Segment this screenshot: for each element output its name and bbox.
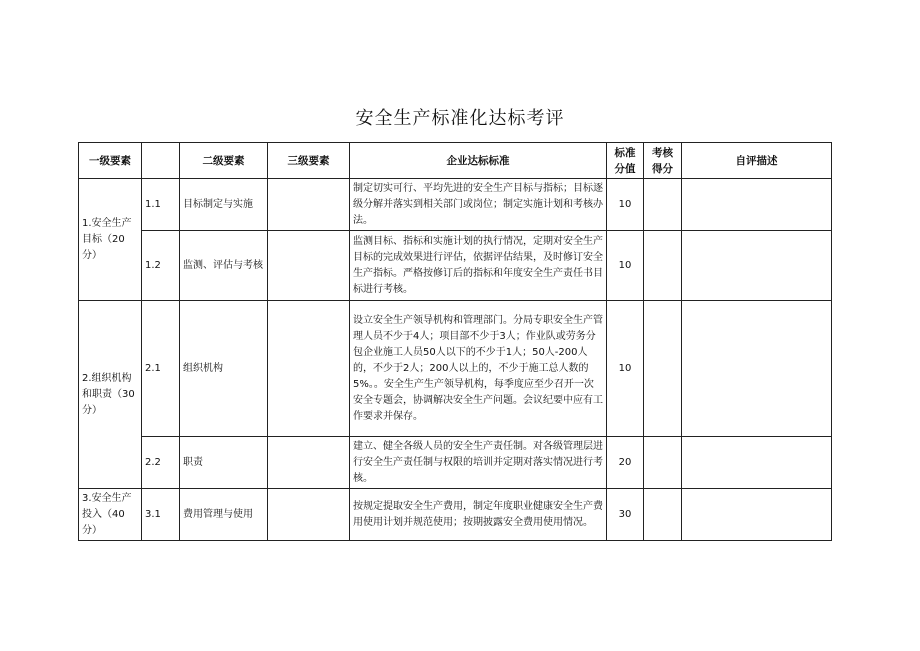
level2-cell: 职责 [180,437,268,489]
row-number: 1.2 [142,231,180,301]
criteria-cell: 监测目标、指标和实施计划的执行情况，定期对安全生产目标的完成效果进行评估，依据评估结果，及时修订安全生产指标。严格按修订后的指标和年度安全生产责任书目标进行考核。 [350,231,607,301]
row-number: 2.1 [142,301,180,437]
standard-score-cell: 10 [607,301,644,437]
header-exam-score: 考核得分 [644,143,682,179]
row-number: 1.1 [142,179,180,231]
header-num [142,143,180,179]
standard-score-cell: 10 [607,231,644,301]
exam-score-cell [644,231,682,301]
self-eval-cell [682,231,832,301]
header-criteria: 企业达标标准 [350,143,607,179]
level2-cell: 费用管理与使用 [180,489,268,541]
standard-score-cell: 30 [607,489,644,541]
header-standard-score: 标准分值 [607,143,644,179]
level1-cell: 1.安全生产目标（20分） [79,179,142,301]
row-number: 2.2 [142,437,180,489]
exam-score-cell [644,489,682,541]
table-row [79,489,832,541]
level3-cell [268,179,350,231]
standard-score-cell: 20 [607,437,644,489]
self-eval-cell [682,489,832,541]
header-level1: 一级要素 [79,143,142,179]
header-row [79,143,832,179]
header-level2: 二级要素 [180,143,268,179]
level2-cell: 组织机构 [180,301,268,437]
table-row [79,179,832,231]
level2-cell: 目标制定与实施 [180,179,268,231]
level1-cell: 3.安全生产投入（40分） [79,489,142,541]
criteria-cell: 制定切实可行、平均先进的安全生产目标与指标；目标逐级分解并落实到相关部门或岗位；制定实施计划和考核办法。 [350,179,607,231]
criteria-cell: 设立安全生产领导机构和管理部门。分局专职安全生产管理人员不少于4人；项目部不少于3人；作业队或劳务分包企业施工人员50人以下的不少于1人；50人-200人的，不少于2人；200人以上的，不少于施工总人数的5%。。安全生产生产领导机构，每季度应至少召开一次安全专题会，协调解决安全生产问题。会议纪要中应有工作要求并保存。 [350,301,607,437]
level3-cell [268,301,350,437]
level3-cell [268,437,350,489]
exam-score-cell [644,437,682,489]
exam-score-cell [644,179,682,231]
evaluation-table [78,142,832,541]
criteria-cell: 按规定提取安全生产费用，制定年度职业健康安全生产费用使用计划并规范使用；按期披露安全费用使用情况。 [350,489,607,541]
header-self-eval: 自评描述 [682,143,832,179]
level3-cell [268,489,350,541]
table-row [79,301,832,437]
self-eval-cell [682,437,832,489]
page-title: 安全生产标准化达标考评 [355,108,565,129]
self-eval-cell [682,179,832,231]
table-row [79,437,832,489]
table-row [79,231,832,301]
level2-cell: 监测、评估与考核 [180,231,268,301]
self-eval-cell [682,301,832,437]
level1-cell: 2.组织机构和职责（30分） [79,301,142,489]
exam-score-cell [644,301,682,437]
header-level3: 三级要素 [268,143,350,179]
row-number: 3.1 [142,489,180,541]
level3-cell [268,231,350,301]
standard-score-cell: 10 [607,179,644,231]
criteria-cell: 建立、健全各级人员的安全生产责任制。对各级管理层进行安全生产责任制与权限的培训并定期对落实情况进行考核。 [350,437,607,489]
